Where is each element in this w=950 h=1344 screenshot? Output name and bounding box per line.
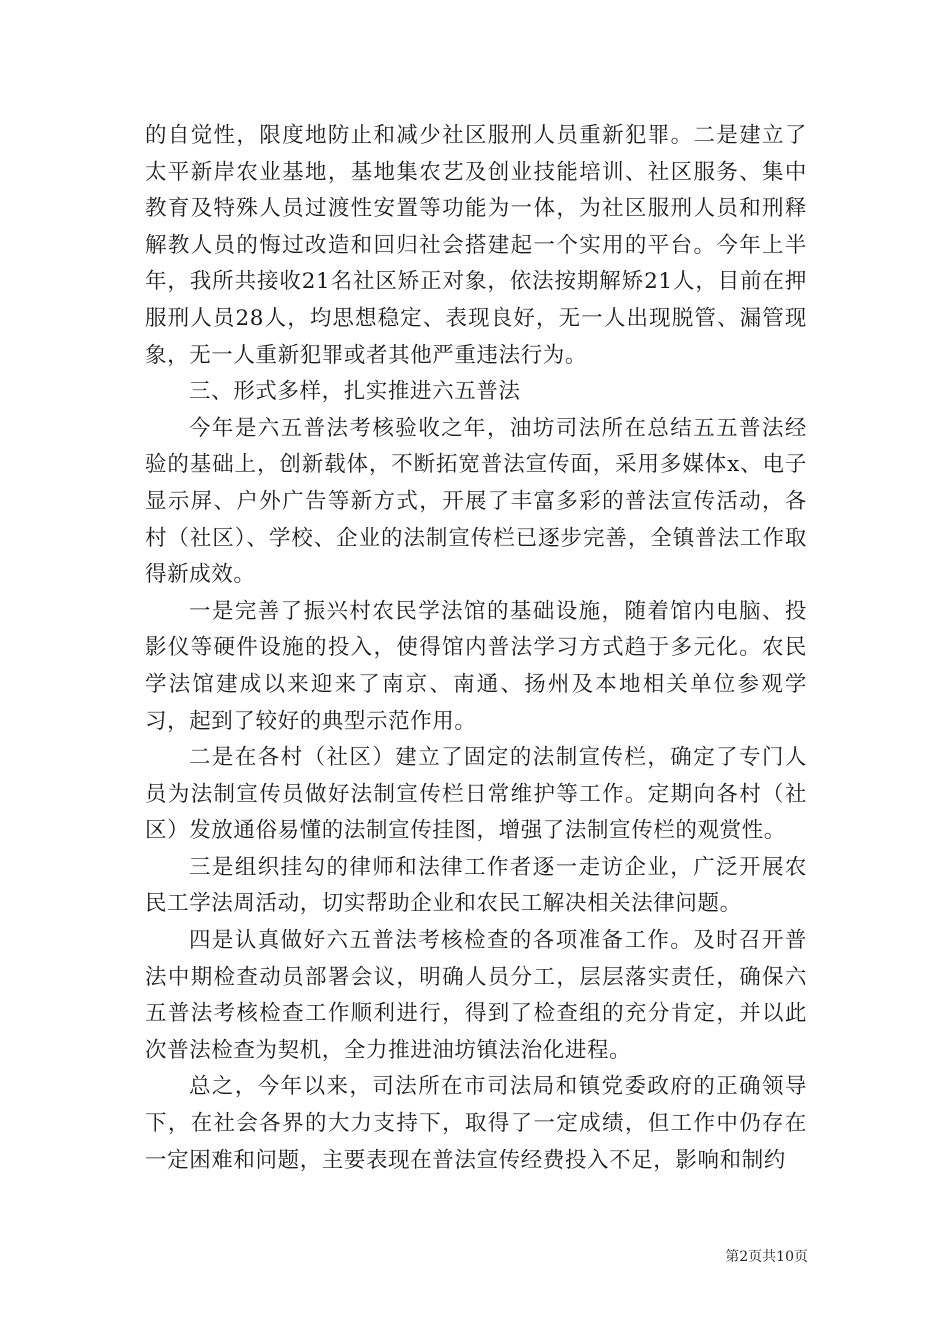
paragraph: 四是认真做好六五普法考核检查的各项准备工作。及时召开普法中期检查动员部署会议，明确人员分工，层层落实责任，确保六五普法考核检查工作顺利进行，得到了检查组的充分肯定，并以此次普法检查为契机，全力推进油坊镇法治化进程。	[145, 928, 807, 1063]
paragraph: 一是完善了振兴村农民学法馆的基础设施，随着馆内电脑、投影仪等硬件设施的投入，使得馆内普法学习方式趋于多元化。农民学法馆建成以来迎来了南京、南通、扬州及本地相关单位参观学习，起到了较好的典型示范作用。	[145, 598, 807, 734]
page-number-footer: 第2页共10页	[725, 1249, 808, 1265]
paragraph: 三是组织挂勾的律师和法律工作者逐一走访企业，广泛开展农民工学法周活动，切实帮助企业和农民工解决相关法律问题。	[145, 854, 807, 917]
paragraph-continuation: 的自觉性，限度地防止和减少社区服刑人员重新犯罪。二是建立了太平新岸农业基地，基地集农艺及创业技能培训、社区服务、集中教育及特殊人员过渡性安置等功能为一体，为社区服刑人员和刑释解教人员的悔过改造和回归社会搭建起一个实用的平台。今年上半年，我所共接收21名社区矫正对象，依法按期解矫21人，目前在押服刑人员28人，均思想稳定、表现良好，无一人出现脱管、漏管现象，无一人重新犯罪或者其他严重违法行为。	[145, 123, 807, 368]
document-body	[145, 118, 807, 1179]
section-heading: 三、形式多样，扎实推进六五普法	[189, 379, 521, 405]
paragraph: 今年是六五普法考核验收之年，油坊司法所在总结五五普法经验的基础上，创新载体，不断拓宽普法宣传面，采用多媒体x、电子显示屏、户外广告等新方式，开展了丰富多彩的普法宣传活动，各村（社区）、学校、企业的法制宣传栏已逐步完善，全镇普法工作取得新成效。	[145, 415, 807, 588]
paragraph: 总之，今年以来，司法所在市司法局和镇党委政府的正确领导下，在社会各界的大力支持下，取得了一定成绩，但工作中仍存在一定困难和问题，主要表现在普法宣传经费投入不足，影响和制约	[145, 1074, 807, 1173]
paragraph: 二是在各村（社区）建立了固定的法制宣传栏，确定了专门人员为法制宣传员做好法制宣传栏日常维护等工作。定期向各村（社区）发放通俗易懂的法制宣传挂图，增强了法制宣传栏的观赏性。	[145, 745, 807, 844]
